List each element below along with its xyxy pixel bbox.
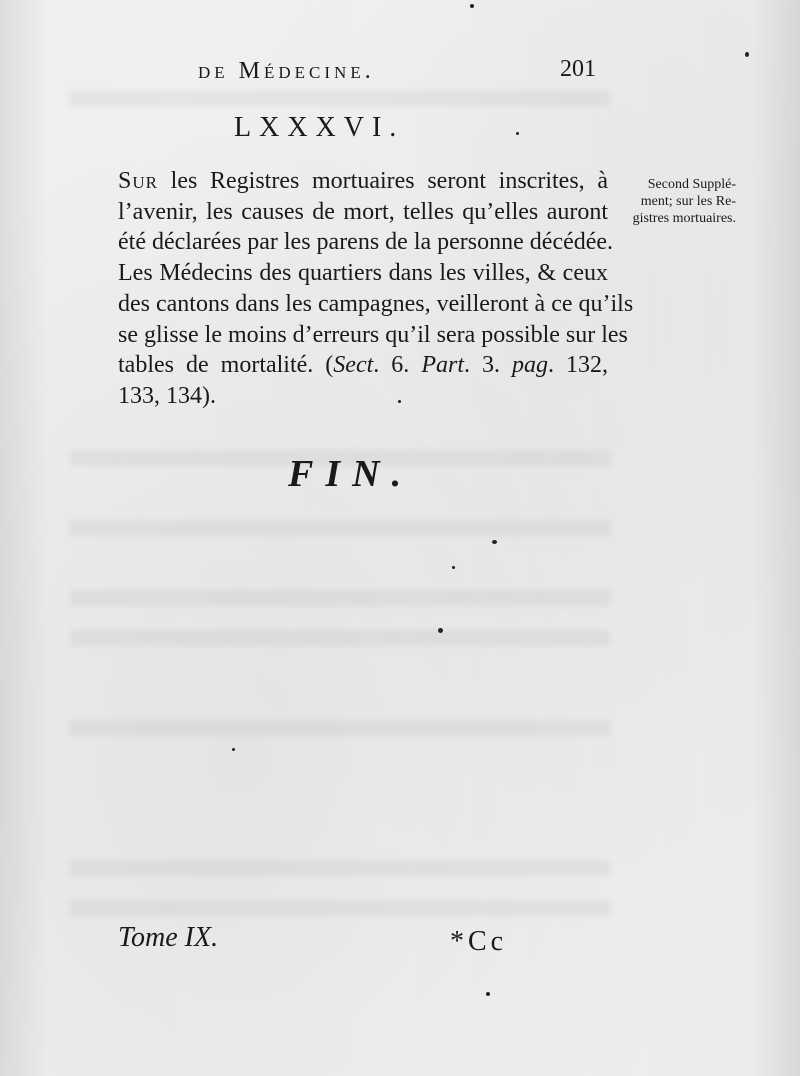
section-number: LXXXVI. — [234, 112, 405, 143]
body-line: Les Médecins des quartiers dans les villes, & ceux — [118, 260, 608, 287]
show-through-shadow — [70, 900, 610, 916]
ink-speck — [516, 132, 519, 135]
volume-signature: Tome IX. — [118, 922, 219, 953]
show-through-shadow — [70, 720, 610, 736]
marginal-note-line: gistres mortuaires. — [632, 211, 736, 226]
running-header: de Médecine. — [198, 58, 375, 84]
gathering-signature: *Cc — [450, 926, 508, 957]
initial-small-caps: Sur — [118, 168, 158, 194]
ink-speck — [492, 540, 497, 544]
citation-page: pag — [512, 352, 549, 379]
fin-ending: FIN. — [288, 453, 414, 495]
body-text-fragment: . 132, — [548, 352, 609, 379]
article-body — [118, 166, 634, 412]
show-through-shadow — [70, 520, 610, 536]
ink-speck — [486, 992, 490, 996]
body-text-fragment: . 6. — [373, 352, 422, 379]
marginal-note — [606, 176, 736, 227]
body-line: été déclarées par les parens de la personne décédée. — [118, 229, 614, 256]
show-through-shadow — [70, 590, 610, 606]
body-line: se glisse le moins d’erreurs qu’il sera possible sur les — [118, 321, 628, 348]
citation-part: Part — [421, 352, 464, 379]
ink-speck — [438, 628, 443, 633]
show-through-shadow — [70, 90, 610, 106]
ink-speck — [398, 400, 401, 403]
ink-speck — [452, 566, 455, 569]
body-line — [118, 166, 608, 197]
citation-section: Sect — [333, 352, 374, 379]
body-line — [118, 350, 608, 381]
body-text-fragment: tables de mortalité. ( — [118, 352, 334, 379]
marginal-note-line: Second Supplé- — [647, 177, 736, 192]
body-line: 133, 134). — [118, 382, 216, 409]
ink-speck — [470, 4, 474, 8]
body-text-fragment: . 3. — [463, 352, 513, 379]
marginal-note-line: ment; sur les Re- — [640, 194, 736, 209]
body-text-fragment: les Registres mortuaires seront inscrites, à — [157, 168, 608, 194]
ink-speck — [232, 748, 235, 751]
show-through-shadow — [70, 630, 610, 646]
body-line: des cantons dans les campagnes, veilleront à ce qu’ils — [118, 290, 634, 317]
show-through-shadow — [70, 860, 610, 876]
body-line: l’avenir, les causes de mort, telles qu’elles auront — [118, 198, 608, 225]
page-number: 201 — [560, 56, 596, 82]
ink-speck — [745, 52, 749, 57]
